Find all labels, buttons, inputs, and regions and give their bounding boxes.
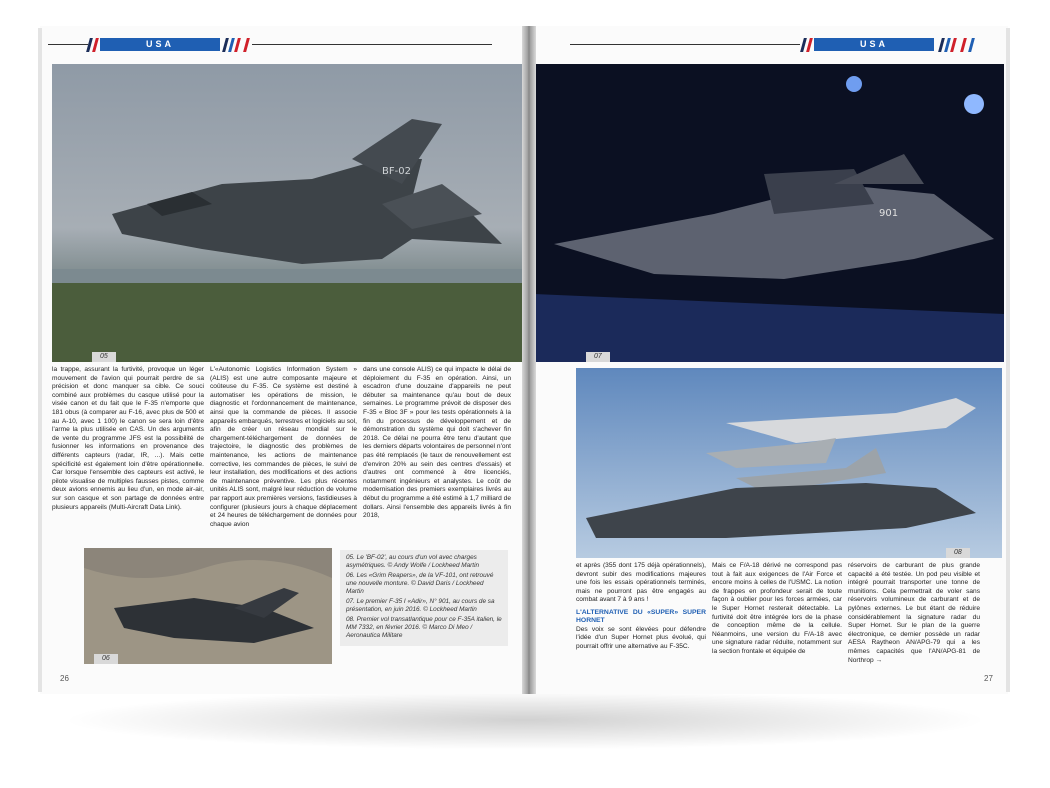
caption-08: 08. Premier vol transatlantique pour ce F-35A italien, le MM 7332, en février 2016. © Marco Di Meo / Aeronautica Militare	[346, 616, 502, 639]
left-column-3	[363, 366, 511, 521]
subheading: L'ALTERNATIVE DU «SUPER» SUPER HORNET	[576, 608, 706, 625]
page-number: 26	[60, 674, 69, 683]
right-column-2	[712, 562, 842, 657]
caption-07: 07. Le premier F-35 I «Adir», N° 901, au cours de sa présentation, en juin 2016. © Lockheed Martin	[346, 598, 495, 613]
left-col2-text: L'«Autonomic Logistics Information System » (ALIS) est une autre composante majeure et coûteuse du F-35. Ce système est destiné à automatiser les opérations de mission, le diagnostic et l'ordonnancement de maintenance, ainsi que la commande de pièces. Il associe appareils embarqués, terrestres et logiciels au sol, afin de créer un réseau mondial sur le chargement-téléchargement de données de trajectoire, le diagnostic des problèmes de maintenance, les actions de maintenance corrective, les commandes de pièces, le suivi de leur installation, des modifications et des actions de maintenance préventive. Les plus récentes unités ALIS sont, malgré leur réduction de volume par rapport aux premières versions, fastidieuses à configurer (plusieurs jours à chaque déplacement et 24 heures de téléchargement de données pour chaque avion	[210, 366, 357, 528]
right-col3-text: réservoirs de carburant de plus grande capacité a été testée. Un pod peu visible et intégré pourrait transporter une tonne de munitions. Cela permettrait de voler sans réservoirs volumineux de carburant et de pylônes externes. Le but étant de réduire considérablement la signature radar du Super Hornet. Sur le plan de la guerre électronique, ce dernier possède un radar AESA Raytheon AN/APG-79 qui a les mêmes capacités que l'AN/APG-81 de Northrop →	[848, 562, 980, 664]
photo-08-formation-flight	[576, 368, 1002, 558]
right-col1-text-a: et après (355 dont 175 déjà opérationnels), devront subir des modifications majeures une fois les essais opérationnels terminés, mais ne pourront pas être engagés au combat avant 7 à 9 ans !	[576, 562, 706, 604]
left-column-1	[52, 366, 204, 512]
caption-05: 05. Le 'BF-02', au cours d'un vol avec charges asymétriques. © Andy Wolfe / Lockheed Martin	[346, 554, 480, 569]
section-tag: USA	[814, 38, 934, 51]
right-column-3	[848, 562, 980, 665]
photo-05-f35-in-flight	[52, 64, 524, 362]
left-page-edge	[38, 28, 42, 692]
left-page	[40, 26, 524, 694]
left-header	[40, 38, 524, 52]
page-number: 27	[984, 674, 993, 683]
left-column-2	[210, 366, 357, 529]
svg-text:901: 901	[879, 208, 899, 219]
photo-number: 06	[94, 654, 118, 664]
photo-number: 08	[946, 548, 970, 558]
right-col2-text: Mais ce F/A-18 dérivé ne correspond pas tout à fait aux exigences de l'Air Force et encore moins à celles de l'USMC. La notion de frappes en profondeur serait de toute façon à oublier pour les forces armées, car le Super Hornet resterait détectable. La furtivité doit être intégrée lors de la phase de conception même de la cellule. Néanmoins, une version du F/A-18 avec une signature radar réduite, notamment sur la section frontale et équipée de	[712, 562, 842, 655]
svg-text:BF-02: BF-02	[382, 166, 411, 177]
right-page-edge	[1006, 28, 1010, 692]
photo-06-grim-reapers	[84, 548, 332, 664]
left-col3-text: dans une console ALIS) ce qui impacte le délai de déploiement du F-35 en opération. Ainsi, un escadron d'une douzaine d'appareils ne peut débuter sa maintenance qu'au bout de deux semaines. Le programme prévoit de disposer des F-35 « Bloc 3F » pour les tests opérationnels à la fin du processus de développement et de démonstration du système qui doit s'achever fin 2018. Ce délai ne pourra être tenu d'autant que les derniers départs volontaires de personnel n'ont pas été remplacés (le taux de renouvellement est d'environ 20% au sein des centres d'essais) et d'autres ont commencé à être licenciés, notamment ingénieurs et analystes. Le coût de modernisation des premiers exemplaires livrés au début du programme a été estimé à 1,7 milliard de dollars. Ainsi l'ensemble des appareils livrés à fin 2018,	[363, 366, 511, 520]
photo-captions	[340, 550, 508, 646]
right-column-1	[576, 562, 706, 652]
right-header	[534, 38, 1008, 52]
magazine-shadow	[60, 690, 990, 750]
photo-number: 07	[586, 352, 610, 362]
photo-07-f35i-adir	[534, 64, 1004, 362]
left-col1-text: la trappe, assurant la furtivité, provoque un léger mouvement de l'avion qui pourrait perdre de sa précision et donc manquer sa cible. Ce souci combiné aux problèmes du casque utilisé pour la visée canon et du fait que le F-35 n'emporte que 181 obus (à comparer au F-16, avec plus de 500 et au A-10, avec 1 100) le canon se sera loin d'être l'arme la plus utilisée en CAS. Un des arguments de vente du programme JFS est la possibilité de fusionner les informations en provenance des différents capteurs (radar, IR, ...). Mais cette spécificité est également loin d'être opérationnelle. Car lorsque l'ensemble des capteurs est activé, le pilote visualise de multiples fausses pistes, comme deux avions ennemis au lieu d'un, en mode air-air, sur son casque et son partage de données entre plusieurs appareils (Multi-Aircraft Data Link).	[52, 366, 204, 511]
section-tag: USA	[100, 38, 220, 51]
right-page	[534, 26, 1008, 694]
caption-06: 06. Les «Grim Reapers», de la VF-101, ont retrouvé une nouvelle monture. © David Daris / Lockheed Martin	[346, 572, 494, 595]
photo-number: 05	[92, 352, 116, 362]
magazine-spine	[522, 26, 536, 694]
right-col1-text-b: Des voix se sont élevées pour défendre l'idée d'un Super Hornet plus évolué, qui pourrait offrir une alternative au F-35C.	[576, 625, 706, 650]
